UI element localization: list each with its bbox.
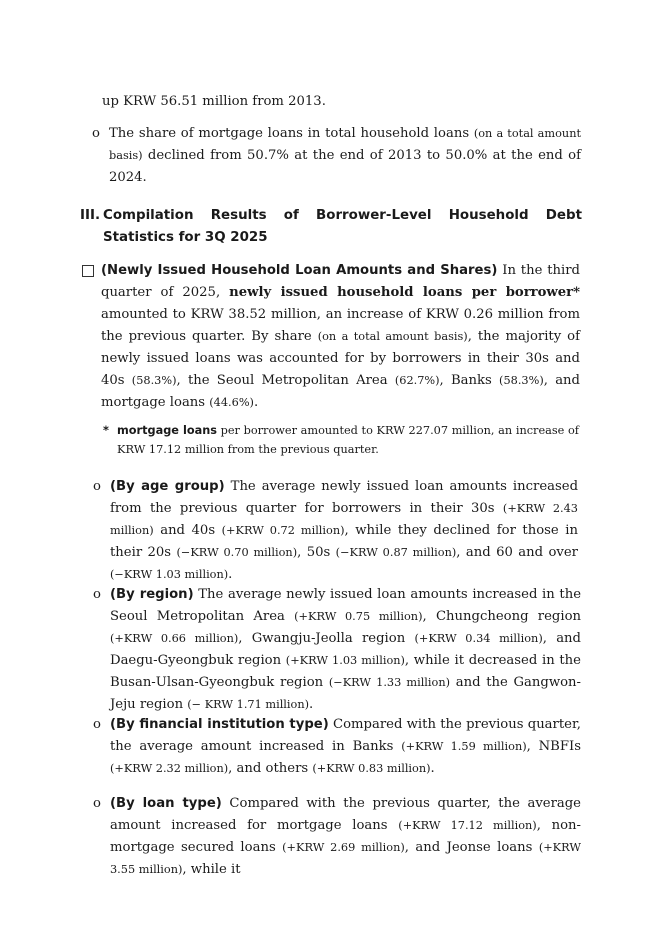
section-numeral: III. [80,208,101,223]
section-heading [80,205,582,249]
institution-type-paragraph: o (By financial institution type) Compared with the previous quarter, the average amount increased in Banks (+KRW 1.59 million), NBFIs (+KRW 2.32 million), and others (+KRW 0.83 million). [110,714,581,780]
mortgage-share-paragraph: o The share of mortgage loans in total household loans (on a total amount basis) declined from 50.7% at the end of 2013 to 50.0% at the end of 2024. [109,123,581,189]
paragraph-continuation: up KRW 56.51 million from 2013. [102,94,326,109]
intro-lead: (Newly Issued Household Loan Amounts and Shares) [101,263,498,278]
age-group-paragraph: o (By age group) The average newly issued loan amounts increased from the previous quarter for borrowers in their 30s (+KRW 2.43 million) and 40s (+KRW 0.72 million), while they declined for those in their 20s (−KRW 0.70 million), 50s (−KRW 0.87 million), and 60 and over (−KRW 1.03 million). [110,476,578,586]
loan-type-paragraph: o (By loan type) Compared with the previous quarter, the average amount increased for mortgage loans (+KRW 17.12 million), non-mortgage secured loans (+KRW 2.69 million), and Jeonse loans (+KRW 3.55 million), while it [110,793,581,881]
square-bullet-icon [82,265,94,277]
bullet-marker: o [93,796,101,811]
bullet-marker: o [93,587,101,602]
bullet-marker: o [92,126,100,141]
bullet-marker: o [93,717,101,732]
region-paragraph: o (By region) The average newly issued loan amounts increased in the Seoul Metropolitan Area (+KRW 0.75 million), Chungcheong region (+KRW 0.66 million), Gwangju-Jeolla region (+KRW 0.34 million), and Daegu-Gyeongbuk region (+KRW 1.03 million), while it decreased in the Busan-Ulsan-Gyeongbuk region (−KRW 1.33 million) and the Gangwon-Jeju region (− KRW 1.71 million). [110,584,581,716]
section-title: Compilation Results of Borrower-Level Household Debt Statistics for 3Q 2025 [103,208,582,245]
bullet-marker: o [93,479,101,494]
intro-paragraph: (Newly Issued Household Loan Amounts and Shares) In the third quarter of 2025, newly issued household loans per borrower* amounted to KRW 38.52 million, an increase of KRW 0.26 million from the previous quarter. By share (on a total amount basis), the majority of newly issued loans was accounted for by borrowers in their 30s and 40s (58.3%), the Seoul Metropolitan Area (62.7%), Banks (58.3%), and mortgage loans (44.6%). [101,263,580,410]
footnote: * mortgage loans per borrower amounted to KRW 227.07 million, an increase of KRW 17.12 million from the previous quarter. [117,421,579,459]
footnote-mark: * [103,424,109,437]
